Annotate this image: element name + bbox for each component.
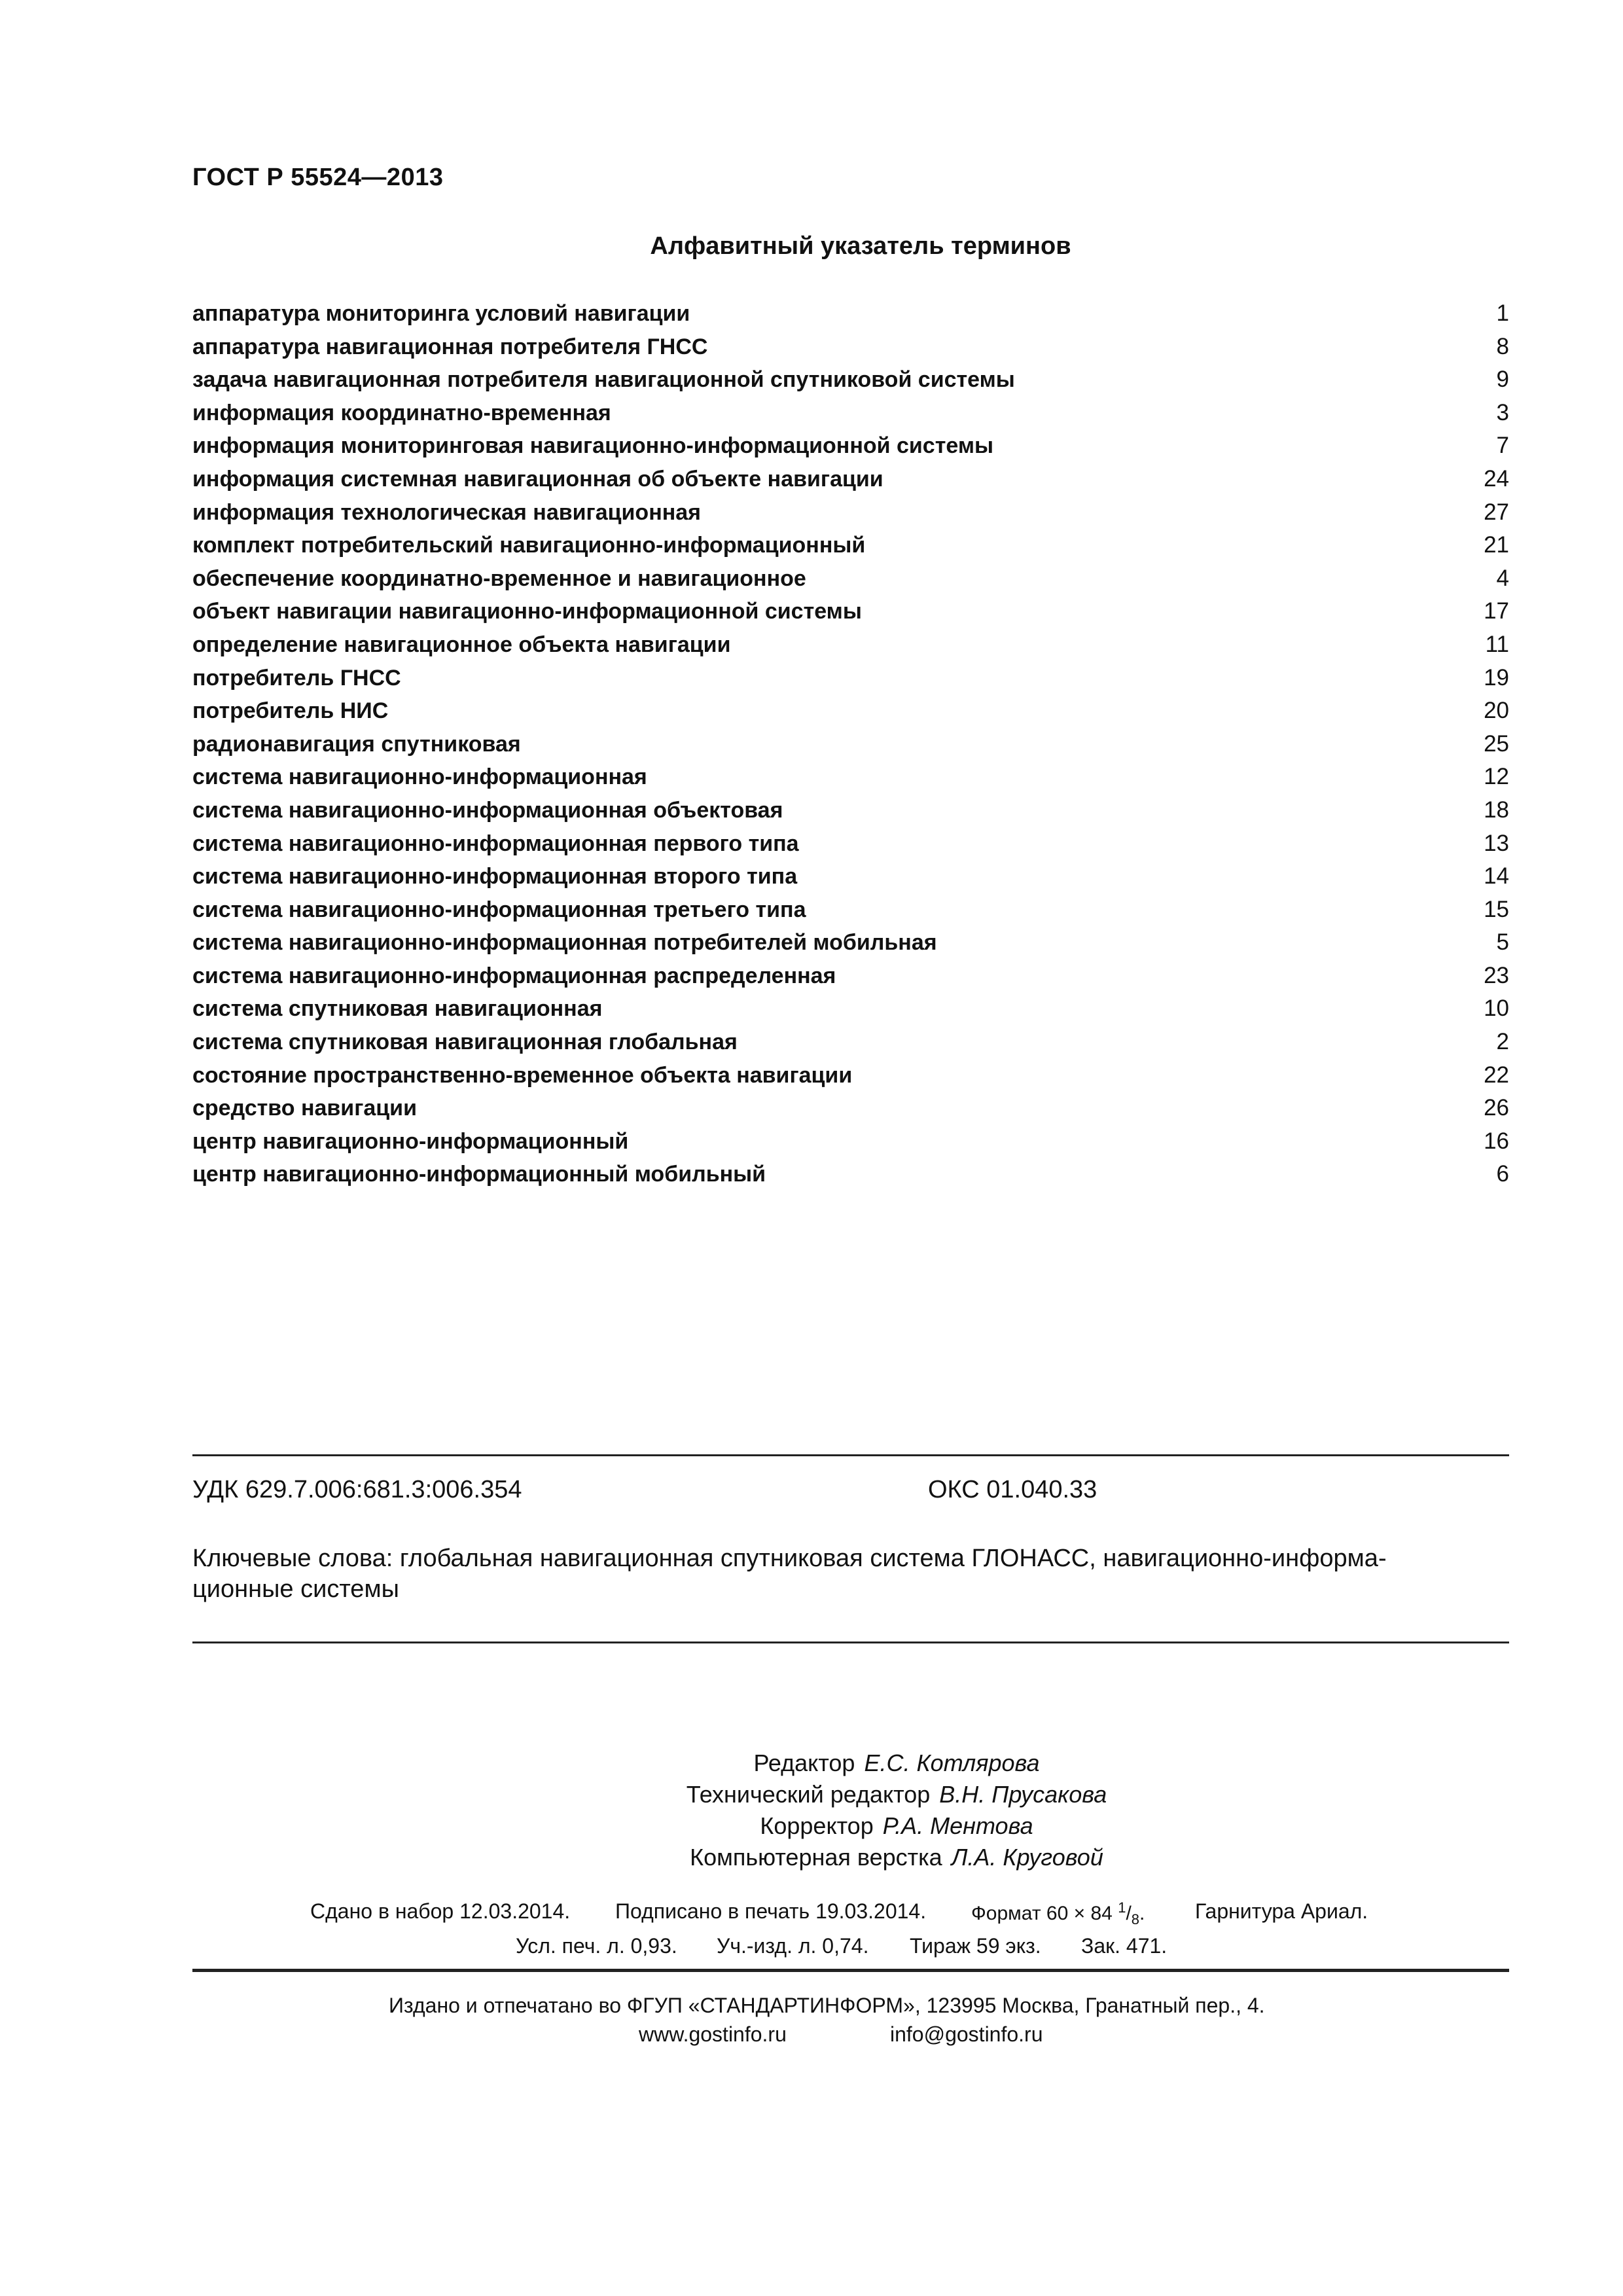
term-text: система навигационно-информационная	[192, 764, 647, 790]
term-text: потребитель ГНСС	[192, 665, 401, 691]
term-text: потребитель НИС	[192, 698, 389, 724]
term-number: 13	[1484, 830, 1509, 856]
bottom-divider	[192, 1969, 1509, 1972]
term-text: средство навигации	[192, 1096, 417, 1121]
term-number: 26	[1484, 1095, 1509, 1121]
credit-tech-editor: Технический редактор В.Н. Прусакова	[686, 1781, 1107, 1808]
index-title: Алфавитный указатель терминов	[650, 232, 1071, 260]
credits-block	[0, 1748, 1623, 1873]
term-entry	[192, 694, 1509, 728]
term-entry	[192, 860, 1509, 893]
term-number: 18	[1484, 797, 1509, 823]
term-entry	[192, 761, 1509, 794]
term-text: обеспечение координатно-временное и навигационное	[192, 565, 806, 591]
term-entry	[192, 893, 1509, 927]
term-entry	[192, 496, 1509, 529]
imprint-submitted: Сдано в набор 12.03.2014.	[310, 1899, 571, 1923]
keywords-line-2: ционные системы	[192, 1575, 399, 1603]
term-number: 27	[1484, 499, 1509, 525]
term-entry	[192, 960, 1509, 993]
term-number: 22	[1484, 1062, 1509, 1088]
term-number: 21	[1484, 532, 1509, 558]
term-text: задача навигационная потребителя навигационной спутниковой системы	[192, 367, 1015, 393]
term-entry	[192, 529, 1509, 562]
oks-code: ОКС 01.040.33	[928, 1476, 1097, 1503]
term-number: 19	[1484, 664, 1509, 691]
term-number: 17	[1484, 598, 1509, 624]
term-text: система навигационно-информационная потребителей мобильная	[192, 930, 937, 956]
term-entry	[192, 397, 1509, 430]
term-text: радионавигация спутниковая	[192, 731, 521, 757]
term-entry	[192, 463, 1509, 496]
term-text: информация координатно-временная	[192, 400, 611, 425]
term-text: система спутниковая навигационная глобальная	[192, 1030, 738, 1055]
standard-id: ГОСТ Р 55524—2013	[192, 164, 444, 191]
udk-code: УДК 629.7.006:681.3:006.354	[192, 1476, 522, 1503]
term-entry	[192, 1059, 1509, 1092]
term-entry	[192, 662, 1509, 695]
term-entry	[192, 992, 1509, 1026]
term-text: состояние пространственно-временное объекта навигации	[192, 1062, 853, 1088]
credit-proofreader: Корректор Р.А. Ментова	[760, 1812, 1033, 1839]
term-number: 23	[1484, 962, 1509, 988]
term-number: 7	[1496, 433, 1509, 459]
term-number: 1	[1496, 300, 1509, 326]
term-text: аппаратура навигационная потребителя ГНСС	[192, 334, 708, 359]
term-number: 24	[1484, 465, 1509, 492]
term-text: комплект потребительский навигационно-информационный	[192, 533, 866, 558]
term-entry	[192, 1092, 1509, 1125]
term-text: система навигационно-информационная первого типа	[192, 831, 799, 856]
publisher-website[interactable]: www.gostinfo.ru	[639, 2022, 787, 2046]
term-number: 16	[1484, 1128, 1509, 1154]
term-number: 11	[1485, 631, 1509, 657]
imprint-order: Зак. 471.	[1081, 1934, 1168, 1958]
imprint-typeface: Гарнитура Ариал.	[1195, 1899, 1368, 1923]
term-entry	[192, 1125, 1509, 1158]
term-entry	[192, 926, 1509, 960]
term-entry	[192, 429, 1509, 463]
term-entry	[192, 794, 1509, 827]
term-text: информация системная навигационная об объекте навигации	[192, 466, 883, 492]
term-number: 15	[1484, 896, 1509, 922]
imprint-run: Тираж 59 экз.	[910, 1934, 1041, 1958]
term-entry	[192, 331, 1509, 364]
term-text: система спутниковая навигационная	[192, 996, 603, 1022]
term-number: 4	[1496, 565, 1509, 591]
term-entry	[192, 595, 1509, 628]
term-number: 12	[1484, 764, 1509, 790]
term-number: 20	[1484, 698, 1509, 724]
term-text: центр навигационно-информационный	[192, 1128, 629, 1154]
term-index-list	[192, 297, 1509, 1191]
term-number: 5	[1496, 929, 1509, 956]
credit-editor: Редактор Е.С. Котлярова	[753, 1749, 1040, 1776]
keywords-divider	[192, 1641, 1509, 1643]
term-entry	[192, 1158, 1509, 1191]
credit-layout: Компьютерная верстка Л.А. Круговой	[690, 1844, 1103, 1871]
term-text: информация технологическая навигационная	[192, 499, 702, 525]
term-text: определение навигационное объекта навигации	[192, 632, 731, 657]
term-entry	[192, 363, 1509, 397]
term-entry	[192, 827, 1509, 861]
term-number: 6	[1496, 1161, 1509, 1187]
term-entry	[192, 297, 1509, 331]
imprint-signed: Подписано в печать 19.03.2014.	[615, 1899, 927, 1923]
term-number: 10	[1484, 996, 1509, 1022]
term-entry	[192, 728, 1509, 761]
term-text: аппаратура мониторинга условий навигации	[192, 301, 690, 326]
term-entry	[192, 628, 1509, 662]
term-text: система навигационно-информационная объектовая	[192, 797, 783, 823]
term-number: 8	[1496, 333, 1509, 359]
term-text: объект навигации навигационно-информационной системы	[192, 599, 862, 624]
top-divider	[192, 1454, 1509, 1456]
term-number: 14	[1484, 863, 1509, 889]
term-text: информация мониторинговая навигационно-информационной системы	[192, 433, 994, 459]
imprint-pub-sheets: Уч.-изд. л. 0,74.	[717, 1934, 869, 1958]
imprint-format: Формат 60 × 84 $^1/_8$.	[971, 1899, 1145, 1928]
term-text: система навигационно-информационная второго типа	[192, 864, 798, 889]
keywords-line-1: Ключевые слова: глобальная навигационная спутниковая система ГЛОНАСС, навигационно-информа-	[192, 1545, 1387, 1572]
term-number: 3	[1496, 399, 1509, 425]
term-text: система навигационно-информационная третьего типа	[192, 897, 806, 922]
term-text: система навигационно-информационная распределенная	[192, 963, 836, 988]
term-number: 9	[1496, 367, 1509, 393]
publisher-line: Издано и отпечатано во ФГУП «СТАНДАРТИНФОРМ», 123995 Москва, Гранатный пер., 4.	[389, 1994, 1265, 2017]
term-number: 25	[1484, 730, 1509, 757]
publisher-email[interactable]: info@gostinfo.ru	[890, 2022, 1043, 2046]
term-entry	[192, 562, 1509, 596]
imprint-print-sheets: Усл. печ. л. 0,93.	[516, 1934, 677, 1958]
term-entry	[192, 1026, 1509, 1059]
term-text: центр навигационно-информационный мобильный	[192, 1162, 766, 1187]
term-number: 2	[1496, 1029, 1509, 1055]
